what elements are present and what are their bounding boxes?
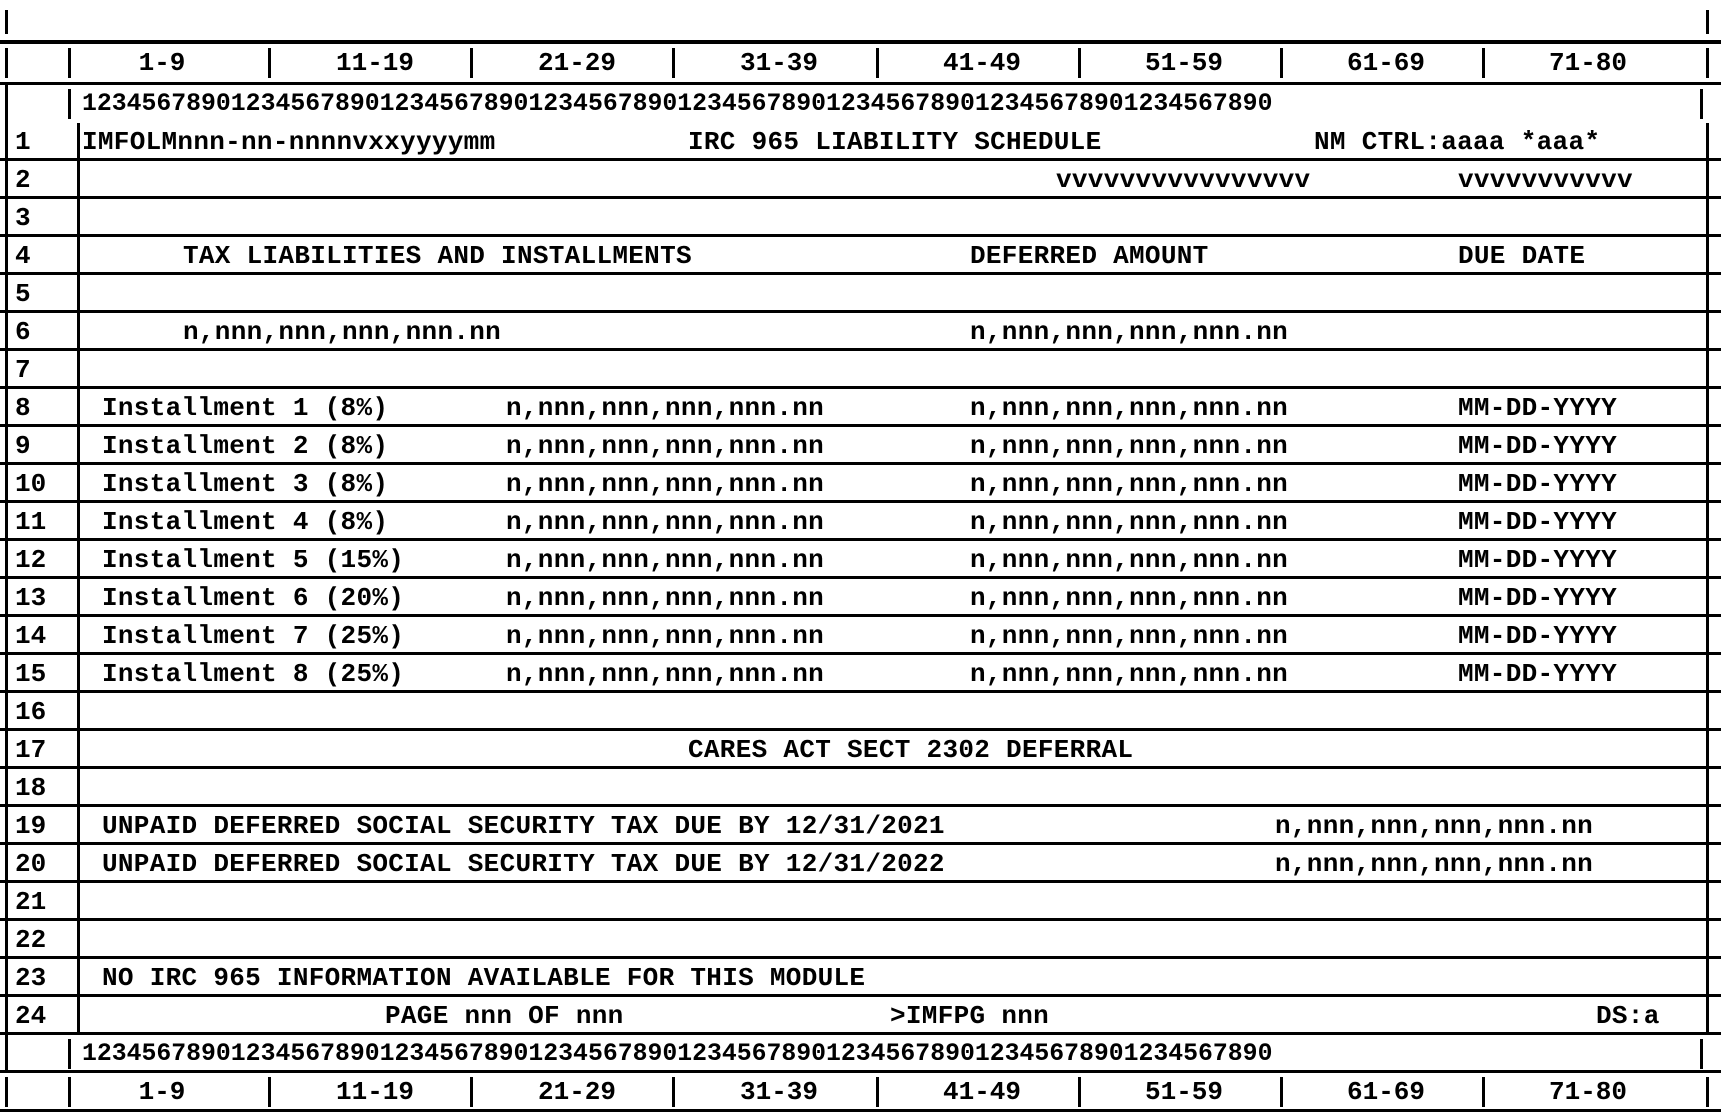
header-liabilities: TAX LIABILITIES AND INSTALLMENTS bbox=[183, 241, 692, 271]
screen-row-22 bbox=[0, 921, 1721, 959]
ruler-label: 41-49 bbox=[942, 1077, 1021, 1107]
unpaid-amount: n,nnn,nnn,nnn,nnn.nn bbox=[1275, 849, 1594, 879]
screen-row-18 bbox=[0, 769, 1721, 807]
installment-due-date: MM-DD-YYYY bbox=[1458, 431, 1618, 461]
installment-label: Installment 5 (15%) bbox=[102, 545, 405, 575]
installment-label: Installment 2 (8%) bbox=[102, 431, 389, 461]
ruler-label: 21-29 bbox=[537, 48, 616, 78]
row-number: 21 bbox=[7, 883, 77, 918]
installment-label: Installment 6 (20%) bbox=[102, 583, 405, 613]
installment-row bbox=[0, 541, 1721, 579]
bottom-rule bbox=[0, 1109, 1721, 1112]
header-deferred-amount: DEFERRED AMOUNT bbox=[970, 241, 1209, 271]
row-number: 22 bbox=[7, 921, 77, 956]
screen-row-2 bbox=[0, 161, 1721, 199]
no-info-message: NO IRC 965 INFORMATION AVAILABLE FOR THIS MODULE bbox=[102, 963, 866, 993]
installment-due-date: MM-DD-YYYY bbox=[1458, 545, 1618, 575]
row-number: 12 bbox=[7, 541, 77, 576]
header-due-date: DUE DATE bbox=[1458, 241, 1586, 271]
row-number: 17 bbox=[7, 731, 77, 766]
installment-label: Installment 1 (8%) bbox=[102, 393, 389, 423]
digit-ruler-text: 12345678901234567890123456789012345678901234567890123456789012345678901234567890 bbox=[82, 1040, 1273, 1068]
total-liability-amount: n,nnn,nnn,nnn,nnn.nn bbox=[183, 317, 502, 347]
ruler-label: 41-49 bbox=[942, 48, 1021, 78]
unpaid-label: UNPAID DEFERRED SOCIAL SECURITY TAX DUE BY 12/31/2022 bbox=[102, 849, 945, 879]
screen-row-7 bbox=[0, 351, 1721, 389]
row-number: 2 bbox=[7, 161, 77, 196]
installment-amount: n,nnn,nnn,nnn,nnn.nn bbox=[506, 621, 825, 651]
installment-due-date: MM-DD-YYYY bbox=[1458, 583, 1618, 613]
top-digit-ruler bbox=[0, 85, 1721, 123]
ruler-label: 21-29 bbox=[537, 1077, 616, 1107]
row-number: 9 bbox=[7, 427, 77, 462]
screen-row-6 bbox=[0, 313, 1721, 351]
name-line-1: vvvvvvvvvvvvvvvv bbox=[1056, 165, 1311, 195]
screen-row-21 bbox=[0, 883, 1721, 921]
row-number: 24 bbox=[7, 997, 77, 1032]
bottom-column-ruler bbox=[0, 1073, 1721, 1111]
screen-row-5 bbox=[0, 275, 1721, 313]
installment-row bbox=[0, 617, 1721, 655]
page-indicator: PAGE nnn OF nnn bbox=[385, 1001, 624, 1031]
installment-amount: n,nnn,nnn,nnn,nnn.nn bbox=[506, 545, 825, 575]
top-column-ruler bbox=[0, 44, 1721, 82]
screen-row-3 bbox=[0, 199, 1721, 237]
installment-amount: n,nnn,nnn,nnn,nnn.nn bbox=[506, 393, 825, 423]
screen-row-16 bbox=[0, 693, 1721, 731]
row-number: 23 bbox=[7, 959, 77, 994]
row-number: 16 bbox=[7, 693, 77, 728]
installment-amount: n,nnn,nnn,nnn,nnn.nn bbox=[506, 431, 825, 461]
installment-amount: n,nnn,nnn,nnn,nnn.nn bbox=[506, 583, 825, 613]
installment-label: Installment 3 (8%) bbox=[102, 469, 389, 499]
row-number: 19 bbox=[7, 807, 77, 842]
row-number: 4 bbox=[7, 237, 77, 272]
screen-row-24 bbox=[0, 997, 1721, 1035]
unpaid-row bbox=[0, 845, 1721, 883]
unpaid-row bbox=[0, 807, 1721, 845]
row-number: 5 bbox=[7, 275, 77, 310]
row-number: 20 bbox=[7, 845, 77, 880]
ruler-label: 71-80 bbox=[1548, 48, 1627, 78]
top-edge-right-mark bbox=[1706, 10, 1709, 34]
screen-title: IRC 965 LIABILITY SCHEDULE bbox=[688, 127, 1102, 157]
row-number: 15 bbox=[7, 655, 77, 690]
ds-indicator: DS:a bbox=[1596, 1001, 1660, 1031]
ruler-label: 31-39 bbox=[739, 1077, 818, 1107]
installment-row bbox=[0, 465, 1721, 503]
installment-deferred: n,nnn,nnn,nnn,nnn.nn bbox=[970, 431, 1289, 461]
installment-deferred: n,nnn,nnn,nnn,nnn.nn bbox=[970, 469, 1289, 499]
installment-deferred: n,nnn,nnn,nnn,nnn.nn bbox=[970, 507, 1289, 537]
ruler-label: 61-69 bbox=[1346, 1077, 1425, 1107]
top-edge-left-mark bbox=[5, 10, 8, 34]
installment-due-date: MM-DD-YYYY bbox=[1458, 469, 1618, 499]
imfpg-command: >IMFPG nnn bbox=[890, 1001, 1050, 1031]
row-number: 8 bbox=[7, 389, 77, 424]
ruler-label: 1-9 bbox=[138, 48, 186, 78]
digit-ruler-text: 12345678901234567890123456789012345678901234567890123456789012345678901234567890 bbox=[82, 90, 1273, 118]
row-number: 14 bbox=[7, 617, 77, 652]
ruler-label: 11-19 bbox=[335, 1077, 414, 1107]
installment-deferred: n,nnn,nnn,nnn,nnn.nn bbox=[970, 393, 1289, 423]
ruler-label: 31-39 bbox=[739, 48, 818, 78]
row-number: 10 bbox=[7, 465, 77, 500]
installment-amount: n,nnn,nnn,nnn,nnn.nn bbox=[506, 507, 825, 537]
installment-due-date: MM-DD-YYYY bbox=[1458, 393, 1618, 423]
installment-amount: n,nnn,nnn,nnn,nnn.nn bbox=[506, 659, 825, 689]
name-line-2: vvvvvvvvvvv bbox=[1458, 165, 1633, 195]
installment-due-date: MM-DD-YYYY bbox=[1458, 659, 1618, 689]
cares-act-title: CARES ACT SECT 2302 DEFERRAL bbox=[688, 735, 1134, 765]
screen-row-17 bbox=[0, 731, 1721, 769]
installment-deferred: n,nnn,nnn,nnn,nnn.nn bbox=[970, 545, 1289, 575]
screen-row-1 bbox=[0, 123, 1721, 161]
ruler-label: 11-19 bbox=[335, 48, 414, 78]
screen-row-4 bbox=[0, 237, 1721, 275]
row-number: 1 bbox=[7, 123, 77, 158]
installment-amount: n,nnn,nnn,nnn,nnn.nn bbox=[506, 469, 825, 499]
ruler-label: 61-69 bbox=[1346, 48, 1425, 78]
imfol-command: IMFOLMnnn-nn-nnnnvxxyyyymm bbox=[82, 127, 496, 157]
installment-row bbox=[0, 655, 1721, 693]
name-control: NM CTRL:aaaa *aaa* bbox=[1314, 127, 1601, 157]
row-number: 13 bbox=[7, 579, 77, 614]
unpaid-amount: n,nnn,nnn,nnn,nnn.nn bbox=[1275, 811, 1594, 841]
installment-row bbox=[0, 503, 1721, 541]
installment-row bbox=[0, 427, 1721, 465]
row-number: 7 bbox=[7, 351, 77, 386]
ruler-label: 51-59 bbox=[1144, 1077, 1223, 1107]
total-deferred-amount: n,nnn,nnn,nnn,nnn.nn bbox=[970, 317, 1289, 347]
installment-row bbox=[0, 389, 1721, 427]
ruler-label: 71-80 bbox=[1548, 1077, 1627, 1107]
ruler-label: 51-59 bbox=[1144, 48, 1223, 78]
unpaid-label: UNPAID DEFERRED SOCIAL SECURITY TAX DUE BY 12/31/2021 bbox=[102, 811, 945, 841]
installment-due-date: MM-DD-YYYY bbox=[1458, 621, 1618, 651]
installment-label: Installment 7 (25%) bbox=[102, 621, 405, 651]
installment-deferred: n,nnn,nnn,nnn,nnn.nn bbox=[970, 583, 1289, 613]
ruler-label: 1-9 bbox=[138, 1077, 186, 1107]
row-number: 6 bbox=[7, 313, 77, 348]
installment-deferred: n,nnn,nnn,nnn,nnn.nn bbox=[970, 621, 1289, 651]
installment-label: Installment 4 (8%) bbox=[102, 507, 389, 537]
row-number: 11 bbox=[7, 503, 77, 538]
installment-row bbox=[0, 579, 1721, 617]
installment-due-date: MM-DD-YYYY bbox=[1458, 507, 1618, 537]
installment-deferred: n,nnn,nnn,nnn,nnn.nn bbox=[970, 659, 1289, 689]
row-number: 18 bbox=[7, 769, 77, 804]
row-number: 3 bbox=[7, 199, 77, 234]
screen-row-23 bbox=[0, 959, 1721, 997]
bottom-digit-ruler bbox=[0, 1035, 1721, 1073]
installment-label: Installment 8 (25%) bbox=[102, 659, 405, 689]
